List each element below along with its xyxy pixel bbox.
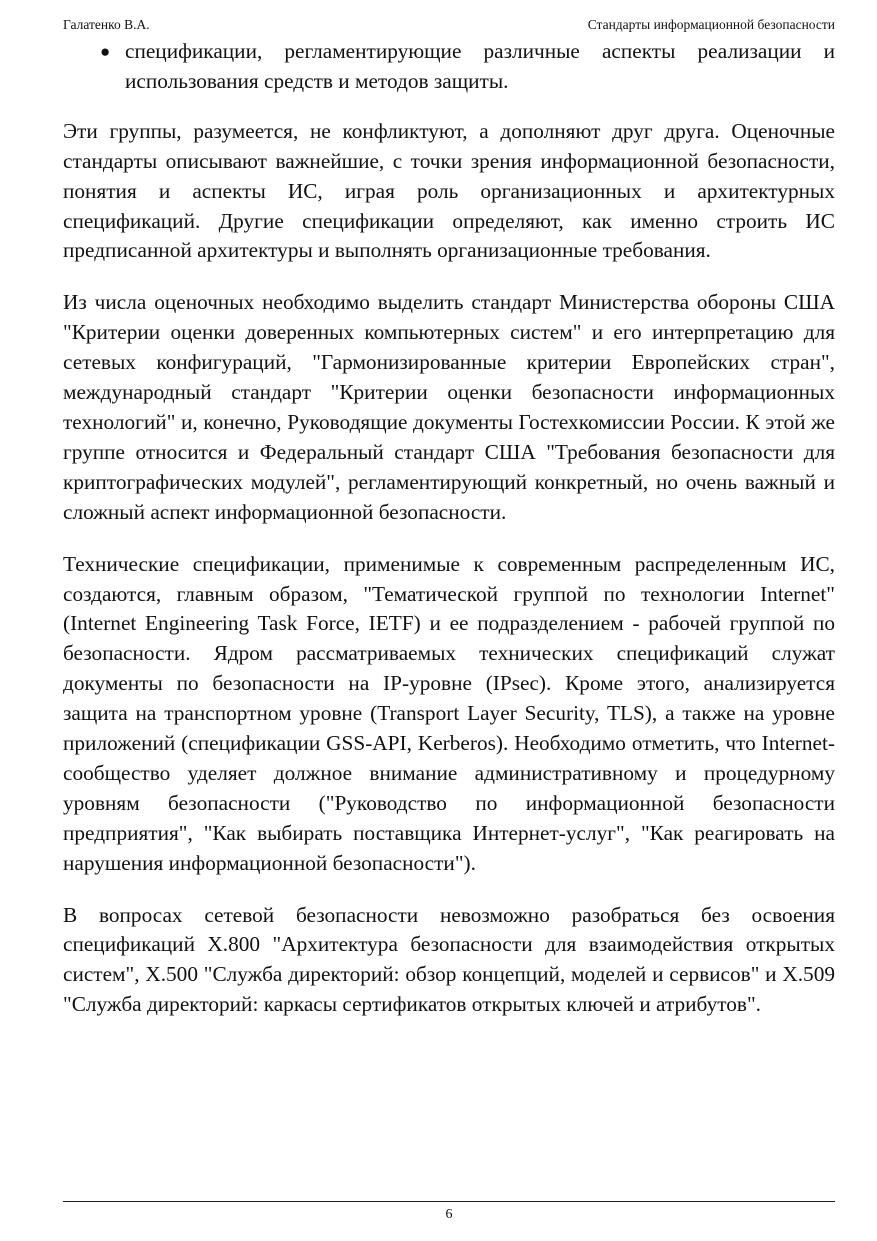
- header-title: Стандарты информационной безопасности: [587, 17, 835, 32]
- running-header: [63, 16, 835, 34]
- bullet-item: [63, 37, 835, 97]
- paragraph-technical-specifications: Технические спецификации, применимые к современным распределенным ИС, создаются, главным образом, "Тематической группой по технологии Internet" (Internet Engineering Task Force, IETF) и ее подразделением - рабочей группой по безопасности. Ядром рассматриваемых технических спецификаций служат документы по безопасности на IP-уровне (IPsec). Кроме этого, анализируется защита на транспортном уровне (Transport Layer Security, TLS), а также на уровне приложений (спецификации GSS-API, Kerberos). Необходимо отметить, что Internet-сообщество уделяет должное внимание административному и процедурному уровням безопасности ("Руководство по информационной безопасности предприятия", "Как выбирать поставщика Интернет-услуг", "Как реагировать на нарушения информационной безопасности").: [63, 551, 835, 875]
- bullet-list: [63, 37, 835, 97]
- document-body: [63, 37, 835, 1042]
- bullet-text: спецификации, регламентирующие различные аспекты реализации и использования средств и методов защиты.: [125, 39, 835, 93]
- header-author: Галатенко В.А.: [63, 17, 150, 32]
- paragraph-evaluation-standards: Из числа оценочных необходимо выделить стандарт Министерства обороны США "Критерии оценки доверенных компьютерных систем" и его интерпретацию для сетевых конфигураций, "Гармонизированные критерии Европейских стран", международный стандарт "Критерии оценки безопасности информационных технологий" и, конечно, Руководящие документы Гостехкомиссии России. К этой же группе относится и Федеральный стандарт США "Требования безопасности для криптографических модулей", регламентирующий конкретный, но очень важный и сложный аспект информационной безопасности.: [63, 290, 835, 524]
- bullet-icon: ●: [100, 42, 111, 61]
- paragraph-network-security: В вопросах сетевой безопасности невозможно разобраться без освоения спецификаций X.800 "Архитектура безопасности для взаимодействия открытых систем", X.500 "Служба директорий: обзор концепций, моделей и сервисов" и X.509 "Служба директорий: каркасы сертификатов открытых ключей и атрибутов".: [63, 902, 835, 1017]
- page-number: 6: [445, 1207, 453, 1222]
- footer-divider: [63, 1201, 835, 1202]
- paragraph-groups: Эти группы, разумеется, не конфликтуют, а дополняют друг друга. Оценочные стандарты описывают важнейшие, с точки зрения информационной безопасности, понятия и аспекты ИС, играя роль организационных и архитектурных спецификаций. Другие спецификации определяют, как именно строить ИС предписанной архитектуры и выполнять организационные требования.: [63, 118, 835, 263]
